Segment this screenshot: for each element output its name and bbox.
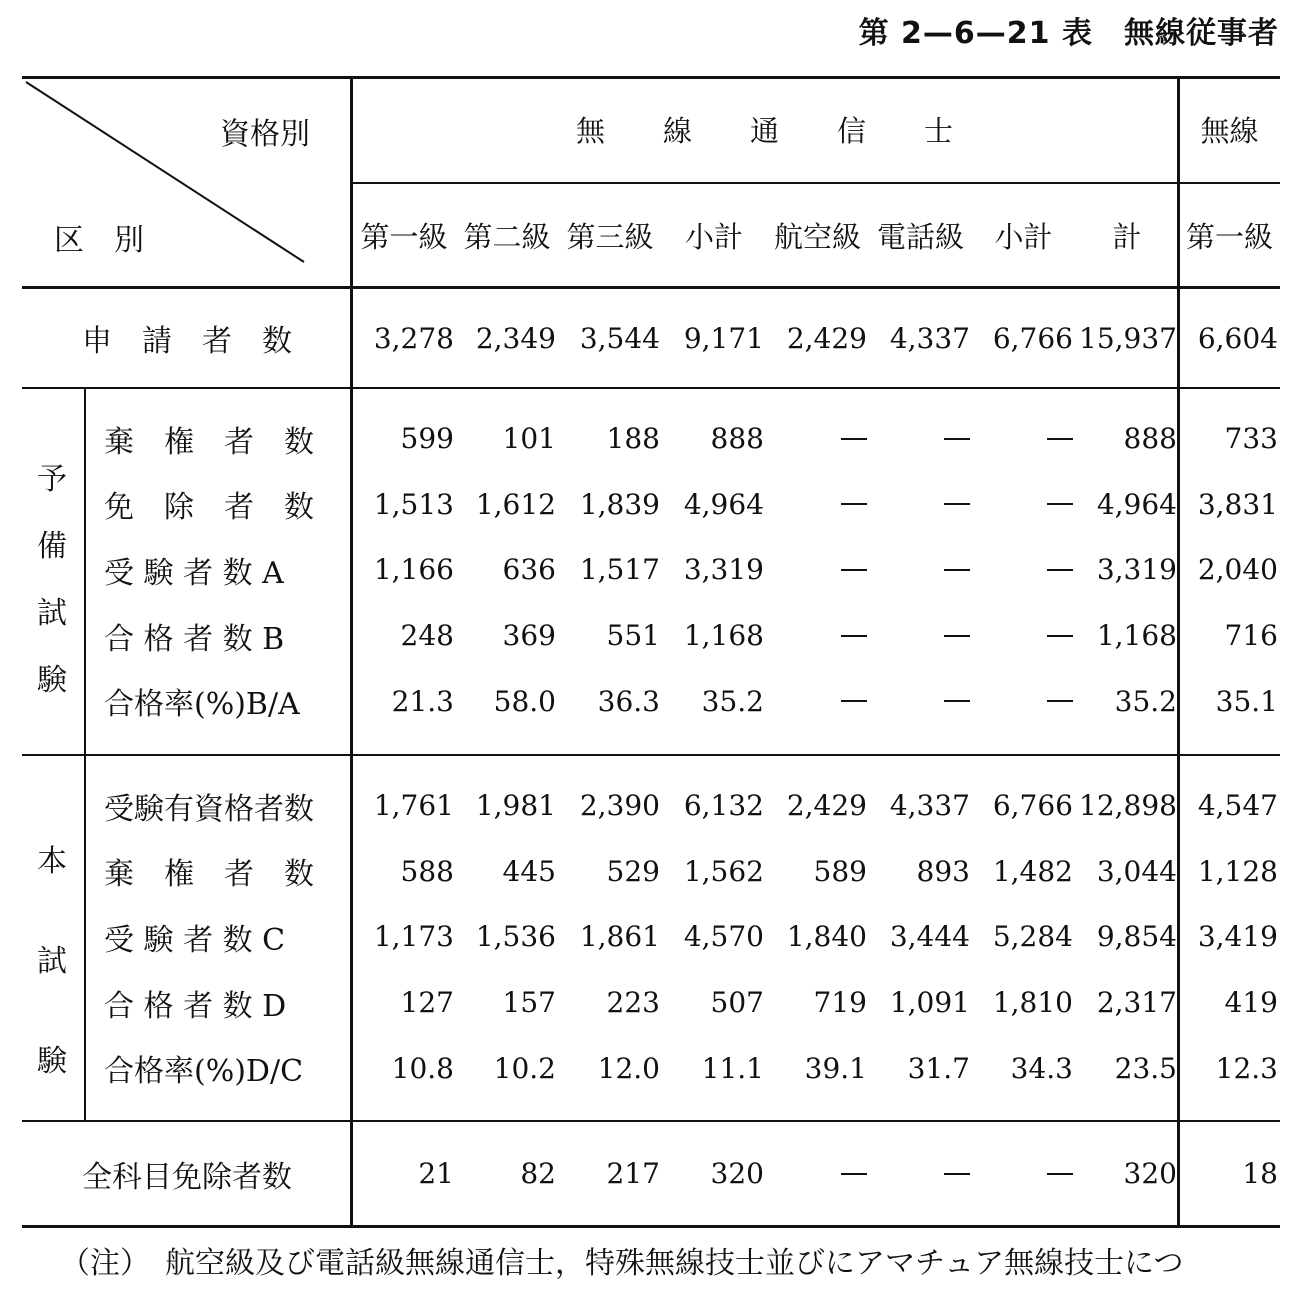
row-label: 全科目免除者数: [82, 1159, 292, 1195]
column-header: 第二級: [463, 219, 551, 254]
dash-mark: [1047, 700, 1073, 702]
table-cell: 9,854: [1096, 920, 1177, 954]
table-cell: 636: [502, 553, 556, 587]
table-cell: 223: [606, 986, 660, 1020]
table-cell: 2,429: [786, 789, 867, 823]
column-header: 小計: [994, 219, 1053, 254]
dash-mark: [944, 1173, 970, 1175]
table-cell: 6,766: [992, 789, 1073, 823]
table-cell: 2,349: [475, 321, 556, 355]
table-cell: 15,937: [1079, 321, 1177, 355]
table-cell: 3,444: [889, 920, 970, 954]
table-cell: 1,536: [475, 920, 556, 954]
table-cell: 507: [710, 986, 764, 1020]
table-cell: 188: [606, 422, 660, 456]
table-cell: 35.2: [1114, 684, 1177, 718]
table-cell: 1,168: [683, 619, 764, 653]
table-cell: 10.2: [493, 1051, 556, 1085]
table-cell: [869, 1122, 970, 1225]
table-title: 第 2—6—21 表 無線従事者: [858, 16, 1279, 51]
footnote: （注） 航空級及び電話級無線通信士，特殊無線技士並びにアマチュア無線技士につ: [60, 1246, 1184, 1281]
table-cell: 3,278: [373, 321, 454, 355]
table-cell: 1,612: [475, 487, 556, 521]
table-cell: 4,570: [683, 920, 764, 954]
table-cell: 599: [400, 422, 454, 456]
table-cell: [869, 406, 970, 472]
row-label: 免 除 者 数: [104, 490, 314, 526]
table-cell: 1,562: [683, 854, 764, 888]
table-cell: [869, 668, 970, 734]
dash-mark: [944, 635, 970, 637]
table-cell: 4,337: [889, 321, 970, 355]
table-cell: 23.5: [1114, 1051, 1177, 1085]
table-cell: [766, 1122, 867, 1225]
group-label-char: 試: [37, 944, 67, 979]
row-label: 棄 権 者 数: [104, 857, 314, 893]
row-label: 申 請 者 数: [82, 324, 292, 359]
table-cell: 1,981: [475, 789, 556, 823]
dash-mark: [1047, 438, 1073, 440]
table-cell: 1,839: [579, 487, 660, 521]
table-cell: 82: [520, 1157, 556, 1190]
table-cell: 893: [916, 854, 970, 888]
table-cell: 36.3: [597, 684, 660, 718]
row-label: 合 格 者 数 B: [104, 621, 285, 657]
table-cell: 35.1: [1215, 684, 1278, 718]
table-cell: 3,319: [1096, 553, 1177, 587]
group-header-musen-tsushinshi: 無 線 通 信 士: [575, 113, 953, 148]
table-cell: 127: [400, 986, 454, 1020]
row-label: 受 験 者 数 C: [104, 922, 286, 958]
table-cell: 2,317: [1096, 986, 1177, 1020]
table-cell: 12.3: [1215, 1051, 1278, 1085]
column-header: 航空級: [773, 219, 861, 254]
preliminary-group-label: [32, 446, 72, 714]
column-header: 第三級: [566, 219, 654, 254]
dash-mark: [944, 569, 970, 571]
row-label: 棄 権 者 数: [104, 424, 314, 460]
table-cell: 6,132: [683, 789, 764, 823]
preliminary-bottom-rule: [22, 754, 1280, 756]
table-cell: 1,168: [1096, 619, 1177, 653]
table-cell: 4,964: [683, 487, 764, 521]
corner-top-label: 資格別: [220, 117, 310, 152]
dash-mark: [1047, 635, 1073, 637]
table-cell: 1,166: [373, 553, 454, 587]
table-cell: 35.2: [701, 684, 764, 718]
dash-mark: [841, 569, 867, 571]
table-cell: [766, 537, 867, 603]
main-group-label: [32, 812, 72, 1112]
table-cell: 1,482: [992, 854, 1073, 888]
table-cell: 733: [1224, 422, 1278, 456]
row-label: 受験有資格者数: [104, 791, 314, 827]
dash-mark: [841, 700, 867, 702]
table-cell: 3,419: [1197, 920, 1278, 954]
table-cell: [766, 668, 867, 734]
table-cell: 1,128: [1197, 854, 1278, 888]
table-cell: 3,544: [579, 321, 660, 355]
dash-mark: [1047, 503, 1073, 505]
table-cell: [869, 472, 970, 538]
table-cell: 1,810: [992, 986, 1073, 1020]
dash-mark: [1047, 569, 1073, 571]
table-cell: 2,429: [786, 321, 867, 355]
table-cell: [766, 603, 867, 669]
group-label-char: 試: [37, 596, 67, 631]
group-label-char: 予: [37, 462, 67, 497]
table-cell: 4,337: [889, 789, 970, 823]
table-cell: 1,517: [579, 553, 660, 587]
dash-mark: [841, 635, 867, 637]
table-cell: 3,319: [683, 553, 764, 587]
dash-mark: [1047, 1173, 1073, 1175]
column-header: 第一級: [1185, 219, 1273, 254]
table-cell: 888: [710, 422, 764, 456]
applicants-bottom-rule: [22, 387, 1280, 389]
table-cell: 2,040: [1197, 553, 1278, 587]
column-header: 第一級: [360, 219, 448, 254]
table-cell: [869, 537, 970, 603]
table-cell: 18: [1242, 1157, 1278, 1190]
table-cell: 588: [400, 854, 454, 888]
table-cell: 21: [418, 1157, 454, 1190]
row-label: 合格率(%)D/C: [104, 1054, 304, 1090]
table-cell: 31.7: [907, 1051, 970, 1085]
dash-mark: [841, 438, 867, 440]
table-cell: [972, 668, 1073, 734]
table-cell: 1,861: [579, 920, 660, 954]
table-cell: 445: [502, 854, 556, 888]
group-label-rule: [84, 389, 86, 1122]
table-cell: [766, 406, 867, 472]
table-cell: 58.0: [493, 684, 556, 718]
table-bottom-rule: [22, 1225, 1280, 1228]
table-cell: 157: [502, 986, 556, 1020]
table-cell: 1,761: [373, 789, 454, 823]
table-cell: [766, 472, 867, 538]
column-header: 電話級: [876, 219, 964, 254]
table-cell: [972, 603, 1073, 669]
table-cell: 719: [813, 986, 867, 1020]
table-cell: 9,171: [683, 321, 764, 355]
table-cell: 3,044: [1096, 854, 1177, 888]
table-cell: 2,390: [579, 789, 660, 823]
table-cell: 4,964: [1096, 487, 1177, 521]
group-label-char: 験: [37, 663, 67, 698]
dash-mark: [944, 438, 970, 440]
table-cell: 1,513: [373, 487, 454, 521]
table-cell: 589: [813, 854, 867, 888]
table-cell: [972, 537, 1073, 603]
qualification-table: [22, 76, 1280, 1228]
table-cell: [869, 603, 970, 669]
table-cell: 320: [710, 1157, 764, 1190]
table-cell: 217: [606, 1157, 660, 1190]
dash-mark: [841, 1173, 867, 1175]
table-cell: 39.1: [804, 1051, 867, 1085]
table-cell: 3,831: [1197, 487, 1278, 521]
corner-bottom-label: 区 別: [54, 223, 144, 258]
table-cell: 10.8: [391, 1051, 454, 1085]
table-cell: 1,840: [786, 920, 867, 954]
table-cell: 888: [1123, 422, 1177, 456]
table-cell: [972, 472, 1073, 538]
table-cell: 716: [1224, 619, 1278, 653]
table-cell: 5,284: [992, 920, 1073, 954]
dash-mark: [841, 503, 867, 505]
dash-mark: [944, 503, 970, 505]
table-cell: 6,766: [992, 321, 1073, 355]
table-cell: 6,604: [1197, 321, 1278, 355]
table-cell: 34.3: [1010, 1051, 1073, 1085]
column-header: 計: [1112, 219, 1142, 254]
table-cell: 320: [1123, 1157, 1177, 1190]
dash-mark: [944, 700, 970, 702]
table-cell: 101: [502, 422, 556, 456]
table-cell: [972, 406, 1073, 472]
row-label: 受 験 者 数 A: [104, 555, 284, 591]
table-cell: 369: [502, 619, 556, 653]
table-cell: 248: [400, 619, 454, 653]
table-cell: 1,173: [373, 920, 454, 954]
table-cell: 12.0: [597, 1051, 660, 1085]
table-cell: 419: [1224, 986, 1278, 1020]
table-cell: 11.1: [701, 1051, 764, 1085]
table-cell: [972, 1122, 1073, 1225]
table-cell: 551: [606, 619, 660, 653]
column-header: 小計: [684, 219, 743, 254]
group-header-musen: 無線: [1200, 113, 1259, 148]
row-label: 合 格 者 数 D: [104, 988, 287, 1024]
table-cell: 12,898: [1079, 789, 1177, 823]
table-cell: 1,091: [889, 986, 970, 1020]
table-cell: 529: [606, 854, 660, 888]
group-label-char: 本: [37, 844, 67, 879]
table-cell: 21.3: [391, 684, 454, 718]
group-label-char: 験: [37, 1044, 67, 1079]
row-label: 合格率(%)B/A: [104, 687, 300, 723]
table-cell: 4,547: [1197, 789, 1278, 823]
group-label-char: 備: [37, 529, 67, 564]
